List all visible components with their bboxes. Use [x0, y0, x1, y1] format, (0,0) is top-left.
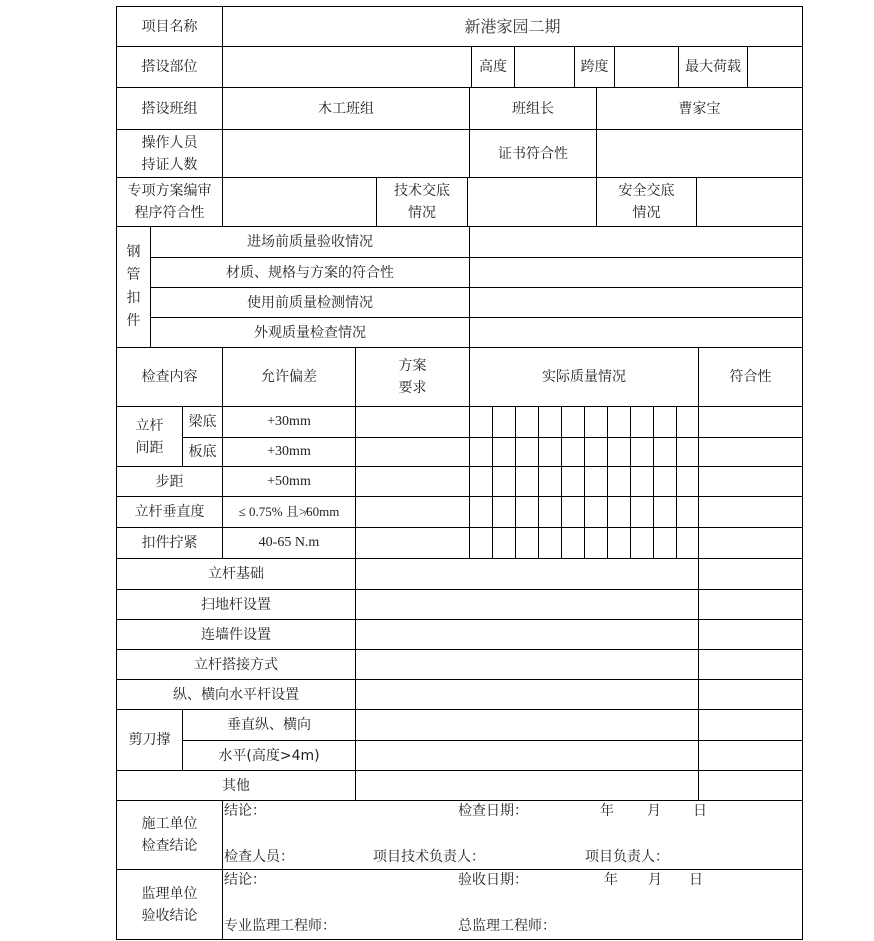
- pole-spacing-label: 立杆 间距: [135, 417, 164, 456]
- step-label: 步距: [155, 473, 184, 490]
- rule-line: [698, 347, 699, 801]
- tighten-tolerance: 40-65 N.m: [258, 535, 320, 550]
- steel-row: 外观质量检查情况: [254, 324, 366, 341]
- rule-line: [469, 226, 470, 348]
- rule-line: [607, 406, 608, 559]
- col-actual: 实际质量情况: [542, 369, 626, 385]
- cert-label: 证书符合性: [498, 145, 568, 162]
- beam-tolerance: +30mm: [267, 414, 311, 429]
- scissor-horizontal-label: 水平(高度>4m): [218, 747, 320, 764]
- rule-line: [355, 347, 356, 801]
- inspector-label: 检查人员：: [224, 849, 294, 865]
- steel-row: 进场前质量验收情况: [247, 234, 373, 250]
- scissor-vertical-label: 垂直纵、横向: [227, 717, 311, 733]
- max-load-label: 最大荷载: [685, 59, 741, 75]
- operator-label: 操作人员 持证人数: [141, 134, 198, 173]
- splice-label: 立杆搭接方式: [194, 656, 278, 673]
- steel-label: 钢 管 扣 件: [126, 244, 141, 329]
- construction-label: 施工单位 检查结论: [141, 816, 198, 854]
- check-year: 年: [600, 803, 614, 819]
- rule-line: [747, 46, 748, 88]
- rule-line: [584, 406, 585, 559]
- rule-line: [614, 46, 615, 88]
- check-date-label: 检查日期：: [458, 803, 528, 819]
- project-label: 项目名称: [141, 18, 198, 35]
- col-conform: 符合性: [729, 369, 772, 385]
- rule-line: [222, 800, 223, 940]
- rule-line: [467, 177, 468, 227]
- steel-row: 材质、规格与方案的符合性: [226, 264, 394, 281]
- step-tolerance: +50mm: [267, 473, 311, 489]
- scheme-label: 专项方案编审 程序符合性: [127, 183, 212, 221]
- team-value: 木工班组: [318, 100, 374, 117]
- rule-line: [653, 406, 654, 559]
- tech-briefing-label: 技术交底 情况: [394, 183, 450, 221]
- safety-briefing-label: 安全交底 情况: [618, 183, 675, 221]
- supervision-label: 监理单位 验收结论: [141, 885, 198, 924]
- wall-tie-label: 连墙件设置: [201, 626, 271, 643]
- rule-line: [630, 406, 631, 559]
- slab-tolerance: +30mm: [267, 444, 311, 459]
- other-label: 其他: [222, 777, 250, 794]
- tech-lead-label: 项目技术负责人：: [373, 849, 485, 865]
- rule-line: [515, 406, 516, 559]
- col-content: 检查内容: [141, 369, 198, 385]
- rule-line: [596, 129, 597, 177]
- rule-line: [696, 177, 697, 227]
- accept-day: 日: [689, 872, 703, 888]
- col-tolerance: 允许偏差: [261, 369, 317, 385]
- chief-label: 总监理工程师：: [458, 918, 556, 934]
- check-month: 月: [647, 803, 661, 819]
- leader-value: 曹家宝: [678, 100, 721, 117]
- span-label: 跨度: [580, 59, 609, 75]
- scissor-label: 剪刀撑: [128, 732, 171, 748]
- accept-year: 年: [604, 872, 618, 888]
- horizontal-label: 纵、横向水平杆设置: [173, 686, 299, 703]
- engineer-label: 专业监理工程师：: [224, 918, 336, 934]
- leader-label: 班组长: [512, 100, 554, 117]
- beam-bottom-label: 梁底: [188, 414, 217, 430]
- rule-line: [802, 6, 803, 940]
- accept-month: 月: [648, 872, 662, 888]
- height-label: 高度: [479, 59, 507, 75]
- check-day: 日: [693, 803, 707, 819]
- vertical-label: 立杆垂直度: [134, 504, 205, 520]
- slab-bottom-label: 板底: [188, 444, 217, 460]
- construction-conclusion: 结论：: [224, 803, 266, 819]
- accept-date-label: 验收日期：: [458, 872, 528, 888]
- rule-line: [538, 406, 539, 559]
- team-label: 搭设班组: [141, 100, 198, 117]
- foundation-label: 立杆基础: [208, 566, 264, 582]
- rule-line: [492, 406, 493, 559]
- rule-line: [676, 406, 677, 559]
- rule-line: [469, 406, 470, 559]
- col-plan: 方案 要求: [398, 358, 427, 396]
- vertical-tolerance: ≤ 0.75% 且≯60mm: [238, 504, 340, 519]
- supervision-conclusion: 结论：: [224, 872, 266, 888]
- tighten-label: 扣件拧紧: [141, 535, 198, 551]
- rule-line: [514, 46, 515, 88]
- pm-label: 项目负责人：: [585, 849, 669, 865]
- sweep-label: 扫地杆设置: [201, 596, 271, 613]
- project-value: 新港家园二期: [464, 16, 561, 36]
- location-label: 搭设部位: [141, 59, 198, 75]
- rule-line: [116, 939, 803, 940]
- steel-row: 使用前质量检测情况: [247, 294, 373, 311]
- rule-line: [561, 406, 562, 559]
